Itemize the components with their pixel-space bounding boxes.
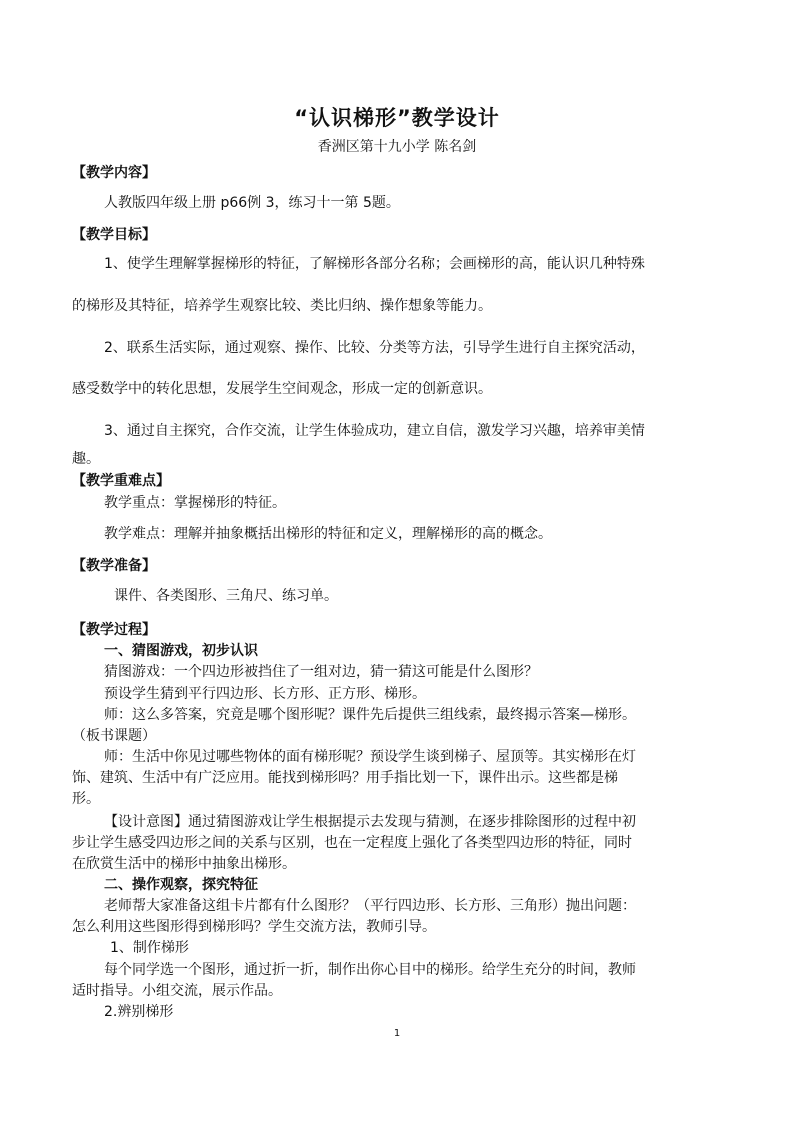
prep-text: 课件、各类图形、三角尺、练习单。: [114, 588, 338, 604]
step-1-title: 1、制作梯形: [110, 940, 189, 956]
goal-2-line-1: 2、联系生活实际，通过观察、操作、比较、分类等方法，引导学生进行自主探究活动，: [104, 340, 645, 356]
process-paragraph-3-line-2: （板书课题）: [72, 728, 156, 744]
goal-2-line-2: 感受数学中的转化思想，发展学生空间观念，形成一定的创新意识。: [72, 381, 492, 397]
goal-1-line-1: 1、使学生理解掌握梯形的特征，了解梯形各部分名称；会画梯形的高，能认识几种特殊: [104, 256, 645, 272]
goal-1-line-2: 的梯形及其特征，培养学生观察比较、类比归纳、操作想象等能力。: [72, 298, 492, 314]
design-intent-line-1: 【设计意图】通过猜图游戏让学生根据提示去发现与猜测，在逐步排除图形的过程中初: [104, 814, 636, 830]
step-2-title: 2.辨别梯形: [104, 1004, 174, 1020]
section-heading-goals: 【教学目标】: [72, 227, 156, 243]
content-text: 人教版四年级上册 p66例 3，练习十一第 5题。: [104, 195, 400, 211]
process-paragraph-1: 猜图游戏：一个四边形被挡住了一组对边，猜一猜这可能是什么图形？: [104, 664, 538, 680]
key-point-text: 教学重点：掌握梯形的特征。: [104, 495, 286, 511]
process-paragraph-4-line-1: 师：生活中你见过哪些物体的面有梯形呢？预设学生谈到梯子、屋顶等。其实梯形在灯: [104, 749, 636, 765]
process-paragraph-6-line-1: 每个同学选一个图形，通过折一折，制作出你心目中的梯形。给学生充分的时间，教师: [104, 962, 636, 978]
process-paragraph-5-line-2: 怎么利用这些图形得到梯形吗？学生交流方法，教师引导。: [72, 919, 436, 935]
design-intent-line-2: 步让学生感受四边形之间的关系与区别，也在一定程度上强化了各类型四边形的特征，同时: [72, 835, 632, 851]
part-1-title: 一、猜图游戏，初步认识: [104, 643, 258, 659]
process-paragraph-5-line-1: 老师帮大家准备这组卡片都有什么图形？（平行四边形、长方形、三角形）抛出问题：: [104, 898, 636, 914]
goal-3-line-1: 3、通过自主探究，合作交流，让学生体验成功，建立自信，激发学习兴趣，培养审美情: [104, 423, 645, 439]
section-heading-prep: 【教学准备】: [72, 558, 156, 574]
section-heading-process: 【教学过程】: [72, 622, 156, 638]
page-title: “认识梯形”教学设计: [294, 106, 500, 130]
process-paragraph-2: 预设学生猜到平行四边形、长方形、正方形、梯形。: [104, 686, 426, 702]
process-paragraph-4-line-2: 饰、建筑、生活中有广泛应用。能找到梯形吗？用手指比划一下，课件出示。这些都是梯: [72, 770, 618, 786]
difficulty-text: 教学难点：理解并抽象概括出梯形的特征和定义，理解梯形的高的概念。: [104, 526, 552, 542]
page-number: 1: [393, 1028, 401, 1039]
design-intent-line-3: 在欣赏生活中的梯形中抽象出梯形。: [72, 856, 296, 872]
goal-3-line-2: 趣。: [72, 451, 100, 467]
process-paragraph-6-line-2: 适时指导。小组交流，展示作品。: [72, 983, 282, 999]
section-heading-content: 【教学内容】: [72, 165, 156, 181]
author-line: 香洲区第十九小学 陈名剑: [317, 139, 477, 155]
process-paragraph-3-line-1: 师：这么多答案，究竟是哪个图形呢？课件先后提供三组线索，最终揭示答案—梯形。: [104, 707, 636, 723]
process-paragraph-4-line-3: 形。: [72, 791, 100, 807]
part-2-title: 二、操作观察，探究特征: [104, 877, 258, 893]
section-heading-key-points: 【教学重难点】: [72, 473, 170, 489]
